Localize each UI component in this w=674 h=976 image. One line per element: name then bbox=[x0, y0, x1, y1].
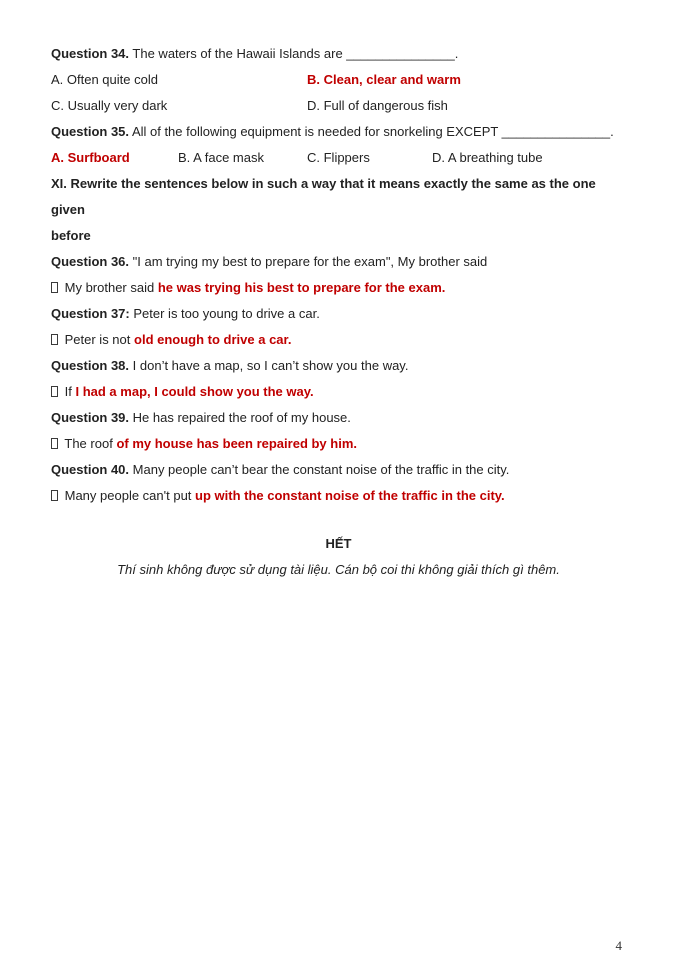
option-34-b: B. Clean, clear and warm bbox=[307, 72, 461, 87]
question-37-text: Peter is too young to drive a car. bbox=[133, 306, 320, 321]
question-40-text: Many people can’t bear the constant noise of the traffic in the city. bbox=[132, 462, 510, 477]
rewrite-answer-37 bbox=[51, 327, 626, 353]
rewrite-40-black: Many people can't put bbox=[64, 488, 192, 503]
option-35-b: B. A face mask bbox=[178, 150, 264, 165]
question-34-options-row-1 bbox=[51, 67, 626, 93]
option-35-c: C. Flippers bbox=[307, 150, 370, 165]
question-38-text: I don’t have a map, so I can’t show you the way. bbox=[132, 358, 409, 373]
question-39-label: Question 39. bbox=[51, 410, 130, 425]
question-39-text: He has repaired the roof of my house. bbox=[132, 410, 351, 425]
question-35-text: All of the following equipment is needed for snorkeling EXCEPT _______________. bbox=[131, 124, 614, 139]
rewrite-39-red: of my house has been repaired by him. bbox=[116, 436, 358, 451]
section-xi-heading bbox=[51, 171, 626, 249]
question-37-label: Question 37: bbox=[51, 306, 130, 321]
box-glyph-icon bbox=[51, 490, 58, 501]
question-37 bbox=[51, 301, 626, 327]
question-36-text: "I am trying my best to prepare for the exam", My brother said bbox=[132, 254, 488, 269]
section-xi-line1: XI. Rewrite the sentences below in such a way that it means exactly the same as the one given bbox=[51, 176, 596, 217]
section-xi-line2: before bbox=[51, 228, 91, 243]
option-35-a: A. Surfboard bbox=[51, 150, 130, 165]
question-35-options-row bbox=[51, 145, 626, 171]
question-40-label: Question 40. bbox=[51, 462, 130, 477]
question-36 bbox=[51, 249, 626, 275]
option-34-a: A. Often quite cold bbox=[51, 72, 158, 87]
rewrite-answer-40 bbox=[51, 483, 626, 509]
rewrite-39-black: The roof bbox=[64, 436, 113, 451]
rewrite-answer-36 bbox=[51, 275, 626, 301]
option-34-d: D. Full of dangerous fish bbox=[307, 98, 448, 113]
question-34 bbox=[51, 41, 626, 67]
option-35-d: D. A breathing tube bbox=[432, 150, 543, 165]
rewrite-answer-39 bbox=[51, 431, 626, 457]
question-38 bbox=[51, 353, 626, 379]
question-35-label: Question 35. bbox=[51, 124, 130, 139]
question-34-options-row-2 bbox=[51, 93, 626, 119]
question-36-label: Question 36. bbox=[51, 254, 130, 269]
question-40 bbox=[51, 457, 626, 483]
question-35 bbox=[51, 119, 626, 145]
box-glyph-icon bbox=[51, 282, 58, 293]
question-34-text: The waters of the Hawaii Islands are _______________. bbox=[132, 46, 459, 61]
box-glyph-icon bbox=[51, 438, 58, 449]
page-number: 4 bbox=[615, 938, 622, 953]
rewrite-40-red: up with the constant noise of the traffic in the city. bbox=[195, 488, 505, 503]
option-34-c: C. Usually very dark bbox=[51, 98, 168, 113]
end-marker: HẾT bbox=[325, 536, 352, 551]
question-38-label: Question 38. bbox=[51, 358, 130, 373]
box-glyph-icon bbox=[51, 386, 58, 397]
rewrite-38-black: If bbox=[64, 384, 72, 399]
rewrite-37-red: old enough to drive a car. bbox=[134, 332, 292, 347]
rewrite-36-red: he was trying his best to prepare for the exam. bbox=[157, 280, 446, 295]
exam-footer-note: Thí sinh không được sử dụng tài liệu. Cán bộ coi thi không giải thích gì thêm. bbox=[117, 562, 560, 577]
question-39 bbox=[51, 405, 626, 431]
question-34-label: Question 34. bbox=[51, 46, 130, 61]
box-glyph-icon bbox=[51, 334, 58, 345]
rewrite-38-red: I had a map, I could show you the way. bbox=[75, 384, 314, 399]
rewrite-36-black: My brother said bbox=[64, 280, 155, 295]
rewrite-answer-38 bbox=[51, 379, 626, 405]
rewrite-37-black: Peter is not bbox=[64, 332, 131, 347]
